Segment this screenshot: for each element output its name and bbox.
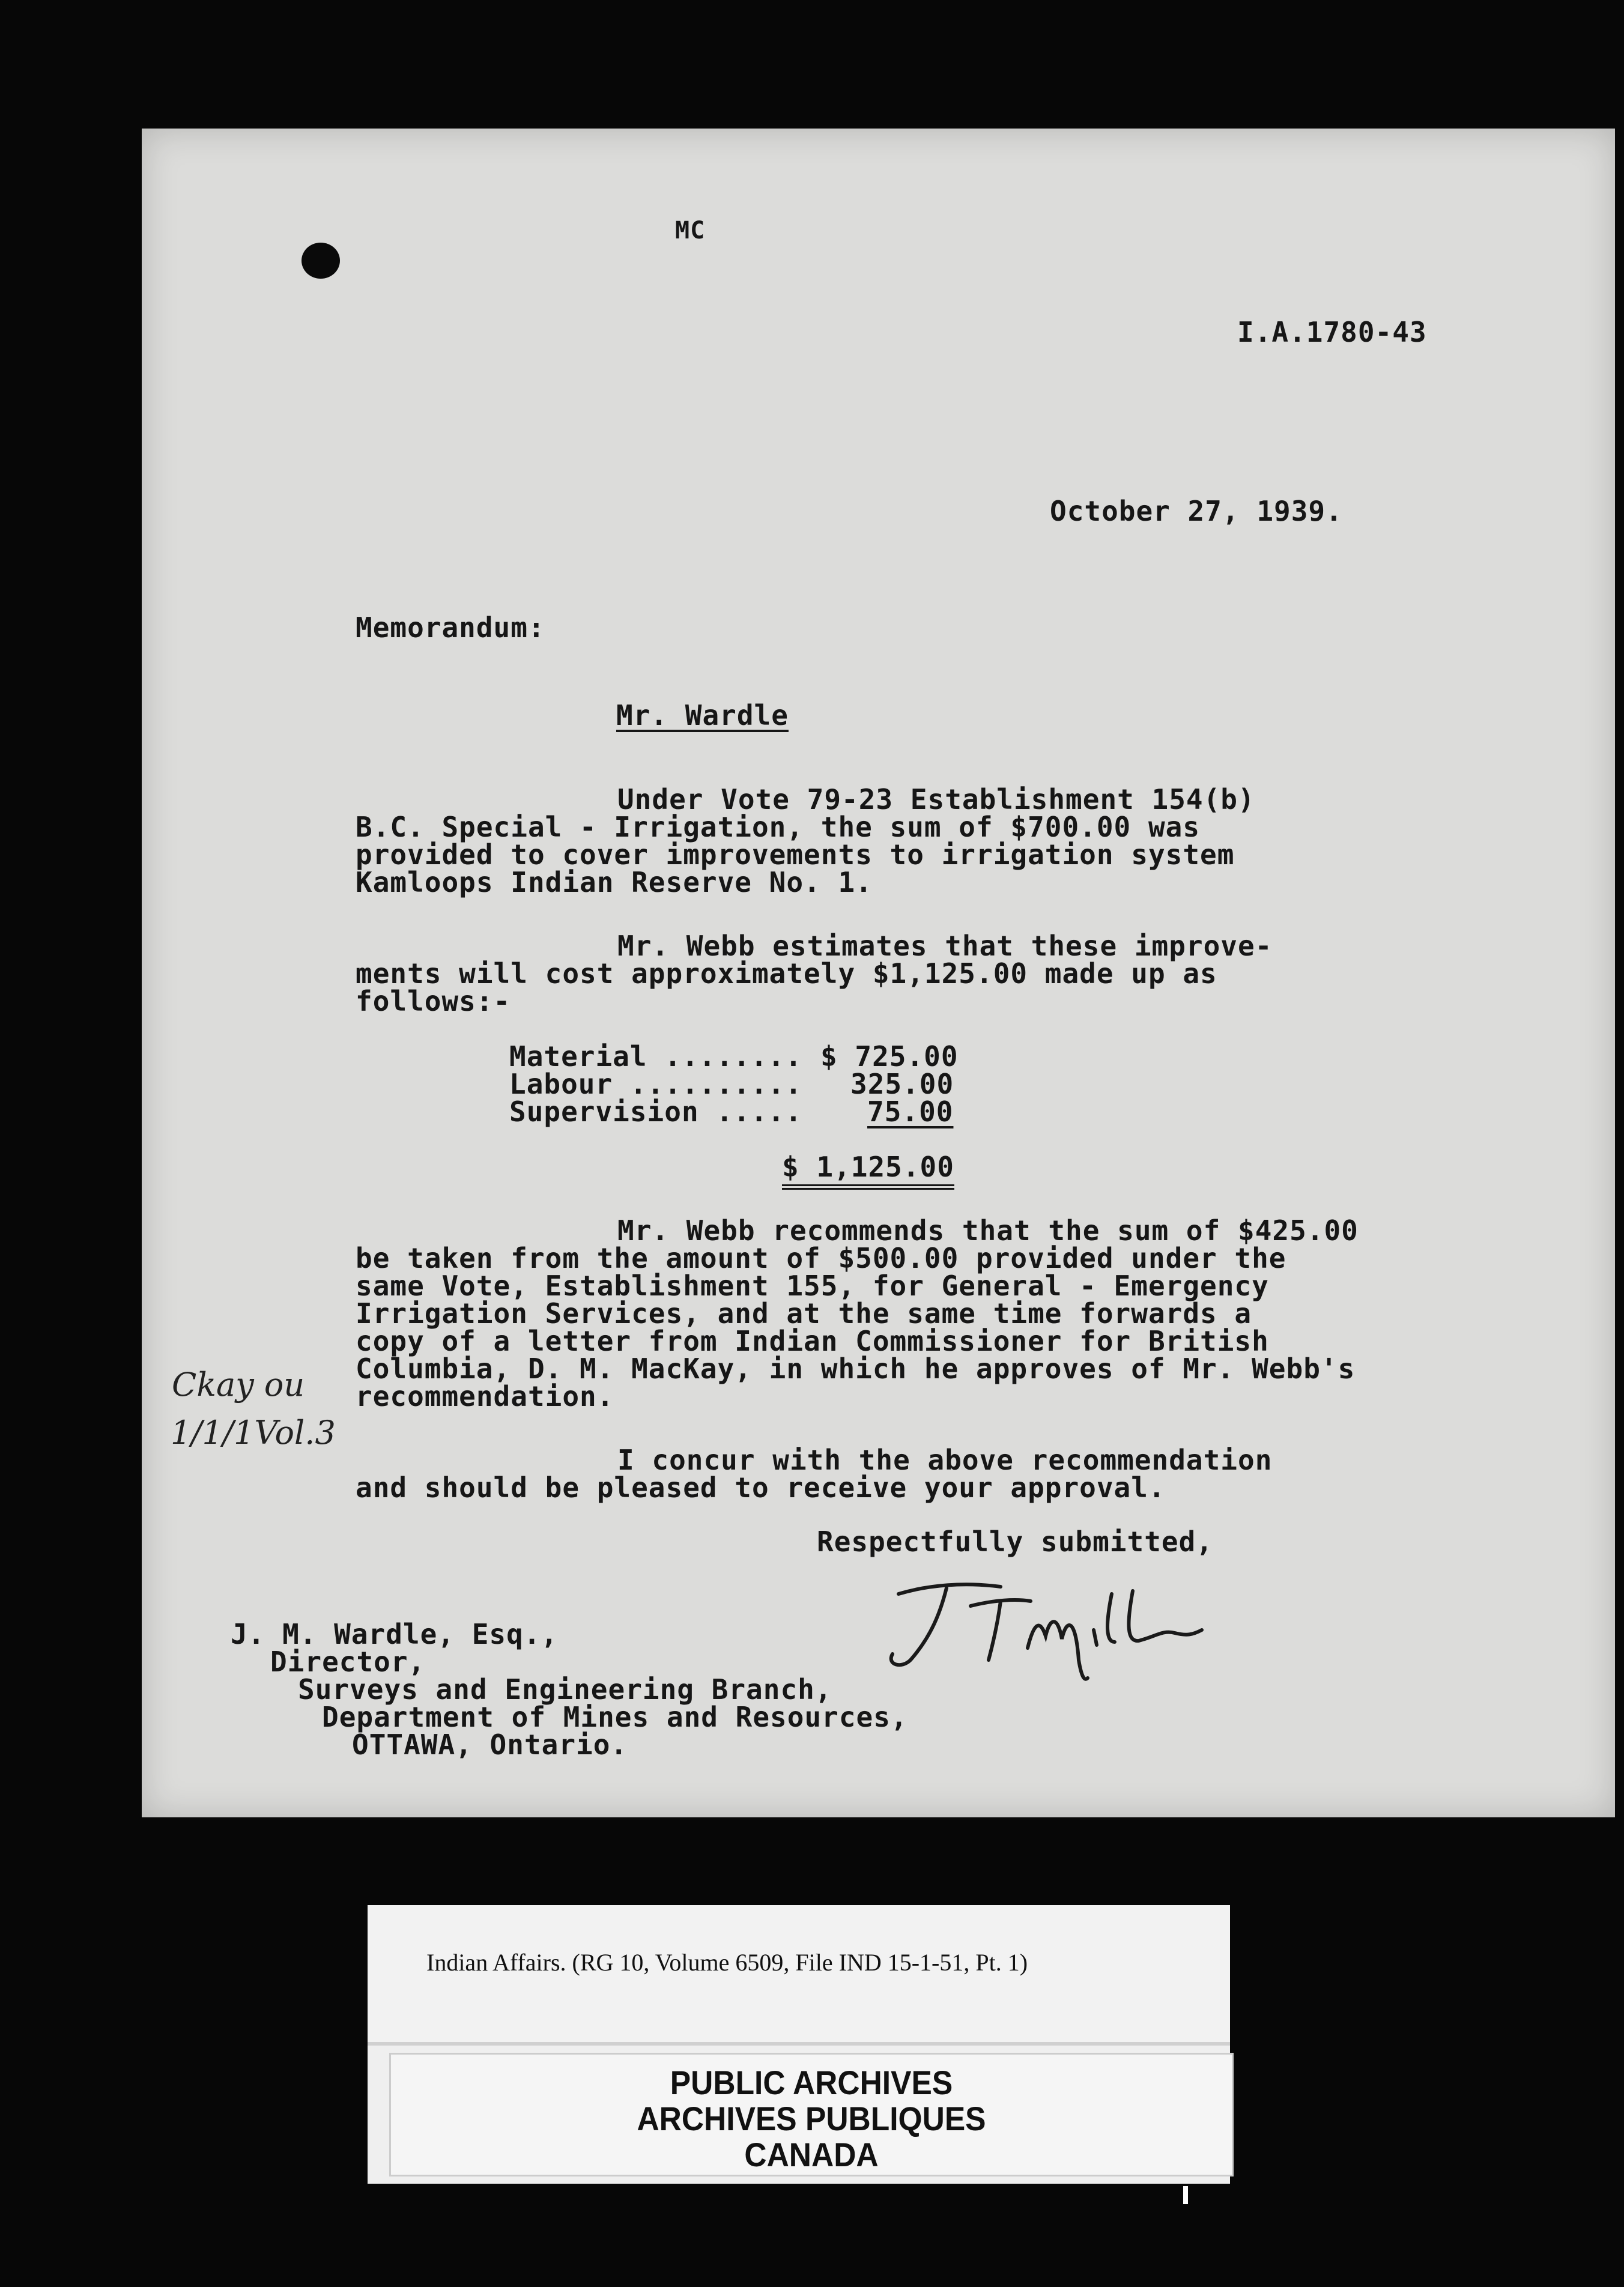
address-line: J. M. Wardle, Esq., [231,1618,559,1650]
handwritten-note: 1/1/1Vol.3 [171,1414,336,1452]
cost-item: Supervision ..... [509,1095,802,1128]
initials: MC [675,217,706,244]
text-line: Mr. Webb recommends that the sum of $425.00 [617,1214,1359,1247]
handwritten-note: Ckay ou [172,1366,305,1404]
text-line: ments will cost approximately $1,125.00 made up as [356,957,1217,990]
cost-total: $ 1,125.00 [782,1151,954,1190]
film-mark [1183,2186,1188,2204]
text-line: Kamloops Indian Reserve No. 1. [356,866,873,898]
text-line: follows:- [356,985,511,1017]
cost-item: Labour .......... [509,1068,802,1100]
text-line: and should be pleased to receive your approval. [356,1471,1166,1504]
text-line: provided to cover improvements to irrigation system [356,838,1235,871]
text-line: Columbia, D. M. MacKay, in which he approves of Mr. Webb's [356,1353,1356,1385]
memo-label: Memorandum: [356,611,545,644]
text-line: Irrigation Services, and at the same time forwards a [356,1297,1252,1330]
text-line: B.C. Special - Irrigation, the sum of $700.00 was [356,811,1201,843]
archive-stamp [389,2053,1234,2176]
text-line: be taken from the amount of $500.00 provided under the [356,1242,1286,1274]
text-line: Under Vote 79-23 Establishment 154(b) [617,783,1255,816]
cost-amount: $ 725.00 [820,1040,959,1073]
file-number: I.A.1780-43 [1237,316,1427,348]
stamp-line: PUBLIC ARCHIVES [670,2064,953,2101]
text-line: copy of a letter from Indian Commissioner for British [356,1325,1269,1357]
text-line: same Vote, Establishment 155, for General - Emergency [356,1270,1269,1302]
text-line: I concur with the above recommendation [617,1444,1273,1476]
letter-page [142,129,1615,1817]
address-line: Department of Mines and Resources, [322,1701,908,1733]
archive-citation: Indian Affairs. (RG 10, Volume 6509, File IND 15-1-51, Pt. 1) [426,1949,1028,1976]
signature [874,1558,1211,1684]
address-line: Director, [270,1646,426,1678]
archive-citation-card [368,1905,1230,2056]
cost-item: Material ........ [509,1040,802,1073]
address-line: Surveys and Engineering Branch, [298,1673,832,1706]
cost-amount: 325.00 [850,1068,954,1100]
cost-amount: 75.00 [867,1095,954,1128]
archive-stamp-card [368,2042,1230,2184]
stamp-line: CANADA [744,2136,879,2173]
addressee-heading: Mr. Wardle [616,699,789,732]
stamp-line: ARCHIVES PUBLIQUES [637,2100,986,2137]
address-line: OTTAWA, Ontario. [352,1728,628,1761]
text-line: recommendation. [356,1380,614,1413]
closing: Respectfully submitted, [817,1525,1213,1558]
punch-hole [301,243,340,279]
text-line: Mr. Webb estimates that these improve- [617,930,1273,962]
letter-date: October 27, 1939. [1050,495,1343,527]
